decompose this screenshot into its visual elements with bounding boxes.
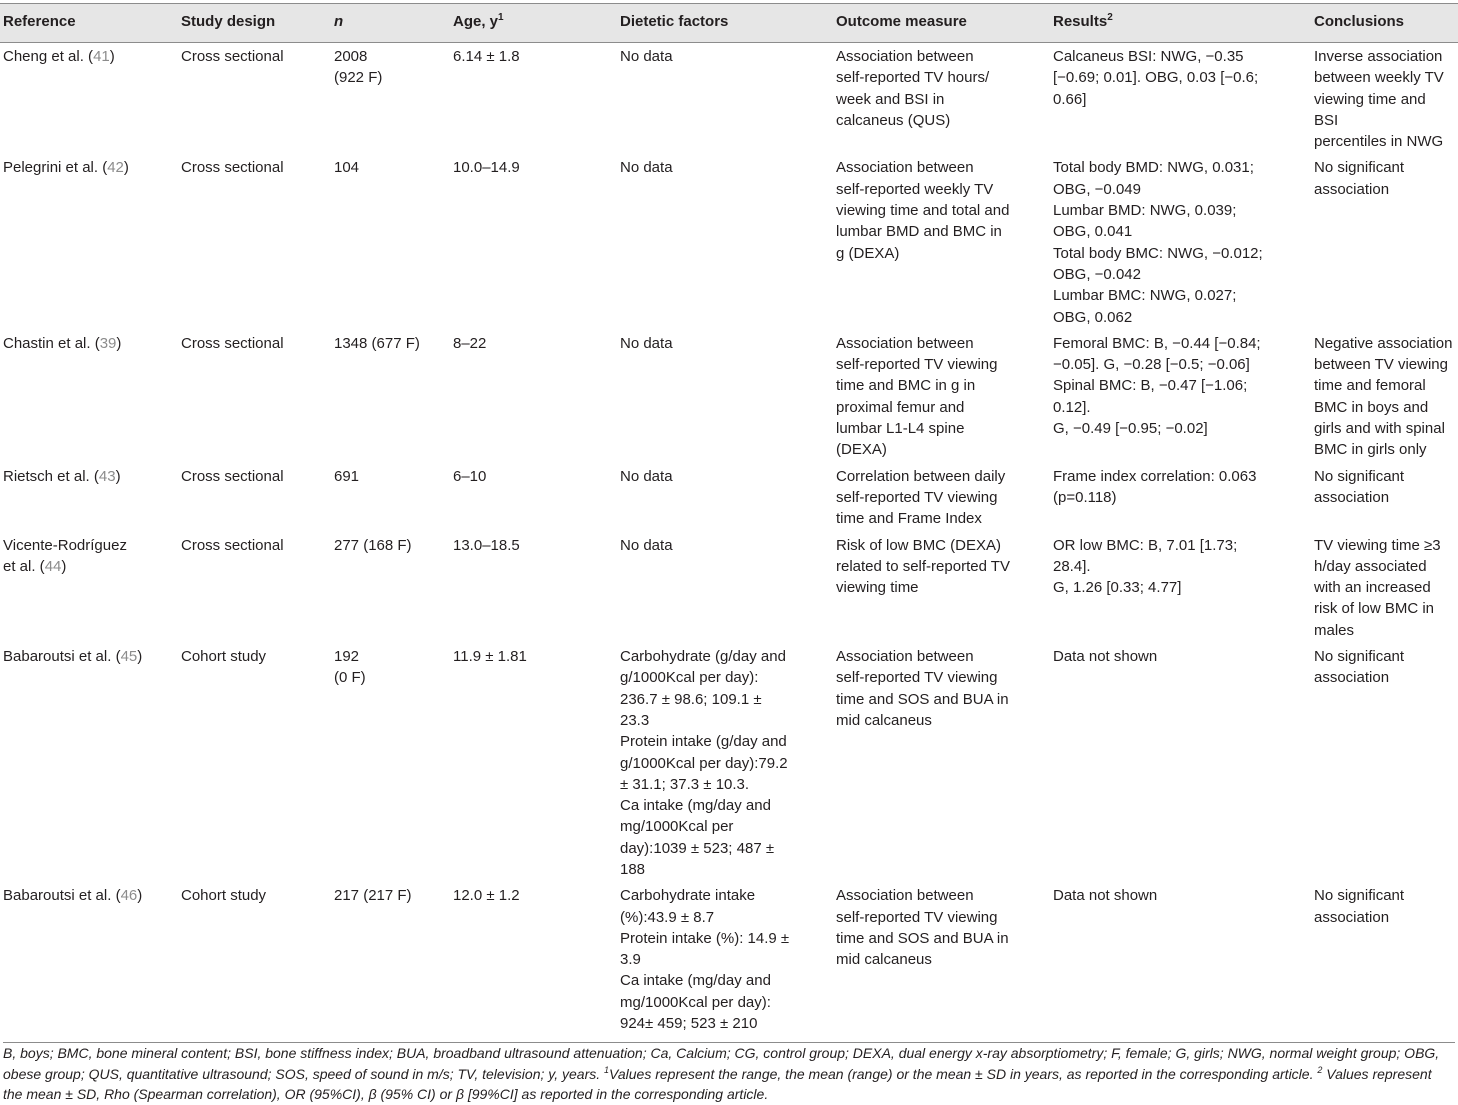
cell-line: G, −0.49 [−0.95; −0.02] — [1053, 420, 1208, 438]
cell-age: 6.14 ± 1.8 — [453, 48, 520, 65]
cell-n — [331, 883, 450, 1037]
cell-line: time and SOS and BUA in — [836, 929, 1009, 947]
cell-line: Association between — [836, 648, 974, 666]
col-header-age: Age, $y^1$ — [450, 4, 617, 43]
citation-link[interactable]: 43 — [98, 467, 116, 485]
cell-line: girls and with spinal — [1314, 420, 1445, 438]
cell-line: Calcaneus BSI: NWG, −0.35 — [1053, 48, 1244, 65]
cell-line: No data — [620, 334, 673, 352]
col-header-results: Results$^2$ — [1050, 4, 1311, 43]
cell-line: (922 F) — [334, 69, 383, 87]
cell-dietetic-factors — [617, 43, 833, 156]
footnote-line-1: B, boys; BMC, bone mineral content; BSI, bone stiffness index; BUA, broadband ultrasound attenuation; Ca, Calcium; CG, control group; DEXA, dual energy x-ray absorptiometry; F, female; G, girls; NWG, normal weight group; OBG, — [3, 1045, 1440, 1061]
table-row — [0, 331, 1458, 464]
cell-line: Association between — [836, 159, 974, 177]
cell-line: Ca intake (mg/day and — [620, 797, 771, 815]
cell-line: [−0.69; 0.01]. OBG, 0.03 [−0.6; — [1053, 69, 1259, 87]
cell-dietetic-factors — [617, 533, 833, 644]
cell-study-design: Cross sectional — [181, 159, 284, 177]
cell-line: 2008 — [334, 48, 368, 65]
cell-line: 691 — [334, 467, 360, 485]
col-header-conclusions: Conclusions — [1311, 4, 1458, 43]
cell-line: 188 — [620, 860, 646, 878]
cell-outcome-measure — [833, 883, 1050, 1037]
cell-conclusions — [1311, 331, 1458, 464]
cell-dietetic-factors — [617, 883, 833, 1037]
cell-line: self-reported TV viewing — [836, 669, 998, 687]
cell-line: Risk of low BMC (DEXA) — [836, 536, 1002, 554]
cell-line: Femoral BMC: B, −0.44 [−0.84; — [1053, 334, 1261, 352]
cell-line: TV viewing time ≥3 — [1314, 536, 1441, 554]
cell-line: mid calcaneus — [836, 951, 932, 969]
cell-age: 8–22 — [453, 334, 487, 352]
cell-line: 277 (168 F) — [334, 536, 412, 554]
cell-line: risk of low BMC in — [1314, 600, 1435, 618]
cell-line: Data not shown — [1053, 648, 1158, 666]
cell-line: (DEXA) — [836, 441, 887, 459]
cell-line: Frame index correlation: 0.063 — [1053, 467, 1257, 485]
cell-line: association — [1314, 488, 1390, 506]
cell-study-design: Cross sectional — [181, 48, 284, 65]
cell-n — [331, 155, 450, 330]
cell-line: mg/1000Kcal per — [620, 818, 734, 836]
cell-line: 104 — [334, 159, 360, 177]
cell-line: OBG, 0.041 — [1053, 223, 1133, 241]
cell-line: No significant — [1314, 648, 1405, 666]
cell-line: between weekly TV — [1314, 69, 1444, 87]
cell-line: 924± 459; 523 ± 210 — [620, 1015, 758, 1033]
col-header-n: n — [331, 4, 450, 43]
cell-line: g/1000Kcal per day): — [620, 669, 759, 687]
cell-line: Carbohydrate intake — [620, 887, 756, 905]
cell-line: between TV viewing — [1314, 356, 1448, 374]
cell-study-design: Cross sectional — [181, 334, 284, 352]
cell-line: mg/1000Kcal per day): — [620, 993, 771, 1011]
cell-line: self-reported TV viewing — [836, 356, 998, 374]
cell-line: proximal femur and — [836, 398, 965, 416]
cell-line: males — [1314, 621, 1355, 639]
col-header-study-design: Study design — [178, 4, 331, 43]
footnote-line-2: obese group; QUS, quantitative ultrasound; SOS, speed of sound in m/s; TV, television; y, years. $^1$Values represent the range, the mean (range) or the mean ± SD in years, as reported in the corresponding article. $^2$ Values represent — [3, 1064, 1432, 1082]
table-row — [0, 43, 1458, 156]
cell-line: OR low BMC: B, 7.01 [1.73; — [1053, 536, 1238, 554]
cell-line: self-reported TV hours/ — [836, 69, 990, 87]
citation-link[interactable]: 42 — [107, 159, 124, 177]
cell-line: percentiles in NWG — [1314, 133, 1444, 151]
cell-line: self-reported TV viewing — [836, 908, 998, 926]
cell-age: 6–10 — [453, 467, 487, 485]
cell-reference: Babaroutsi et al. (46) — [3, 887, 143, 905]
cell-line: No significant — [1314, 159, 1405, 177]
cell-line: viewing time — [836, 579, 919, 597]
cell-line: (0 F) — [334, 669, 366, 687]
cell-results — [1050, 533, 1311, 644]
cell-conclusions — [1311, 464, 1458, 533]
cell-results — [1050, 644, 1311, 883]
cell-line: time and BMC in g in — [836, 377, 976, 395]
cell-line: 192 — [334, 648, 360, 666]
cell-line: 23.3 — [620, 711, 650, 729]
cell-line: No data — [620, 467, 673, 485]
citation-link[interactable]: 41 — [93, 48, 110, 65]
cell-dietetic-factors — [617, 331, 833, 464]
cell-line: No significant — [1314, 887, 1405, 905]
cell-line: −0.05]. G, −0.28 [−0.5; −0.06] — [1053, 356, 1250, 374]
cell-line: Data not shown — [1053, 887, 1158, 905]
cell-n — [331, 533, 450, 644]
cell-line: No data — [620, 536, 673, 554]
cell-outcome-measure — [833, 464, 1050, 533]
cell-study-design: Cross sectional — [181, 467, 284, 485]
cell-line: Lumbar BMC: NWG, 0.027; — [1053, 287, 1237, 305]
table-row — [0, 883, 1458, 1037]
citation-link[interactable]: 46 — [120, 887, 138, 905]
cell-n — [331, 464, 450, 533]
col-header-dietetic: Dietetic factors — [617, 4, 833, 43]
cell-reference: Vicente-Rodríguez et al. (44) — [3, 536, 127, 575]
cell-outcome-measure — [833, 533, 1050, 644]
cell-line: OBG, −0.049 — [1053, 180, 1141, 198]
cell-dietetic-factors — [617, 644, 833, 883]
cell-line: ± 31.1; 37.3 ± 10.3. — [620, 775, 750, 793]
col-header-reference: Reference — [0, 4, 178, 43]
cell-line: Total body BMD: NWG, 0.031; — [1053, 159, 1254, 177]
cell-line: association — [1314, 180, 1390, 198]
cell-line: (%):43.9 ± 8.7 — [620, 908, 715, 926]
cell-line: related to self-reported TV — [836, 557, 1010, 575]
cell-age: 12.0 ± 1.2 — [453, 887, 520, 905]
cell-line: No significant — [1314, 467, 1405, 485]
col-header-outcome: Outcome measure — [833, 4, 1050, 43]
cell-reference: Babaroutsi et al. (45) — [3, 648, 143, 666]
cell-line: 0.12]. — [1053, 398, 1091, 416]
cell-line: Association between — [836, 887, 974, 905]
cell-line: (p=0.118) — [1053, 488, 1117, 506]
citation-link[interactable]: 44 — [44, 557, 62, 575]
cell-line: Protein intake (g/day and — [620, 733, 787, 751]
cell-line: g (DEXA) — [836, 244, 900, 262]
cell-reference: Cheng et al. (41) — [3, 48, 115, 65]
cell-line: Total body BMC: NWG, −0.012; — [1053, 244, 1263, 262]
cell-line: lumbar BMD and BMC in — [836, 223, 1002, 241]
cell-conclusions — [1311, 533, 1458, 644]
cell-line: Association between — [836, 334, 974, 352]
table-row — [0, 644, 1458, 883]
cell-study-design: Cohort study — [181, 887, 267, 905]
cell-outcome-measure — [833, 331, 1050, 464]
cell-line: association — [1314, 669, 1390, 687]
cell-line: OBG, −0.042 — [1053, 265, 1141, 283]
cell-line: Negative association — [1314, 334, 1453, 352]
cell-line: Carbohydrate (g/day and — [620, 648, 786, 666]
footnote-line-3: the mean ± SD, Rho (Spearman correlation), OR (95%CI), β (95% CI) or β [99%CI] as reported in the corresponding article. — [3, 1086, 769, 1102]
cell-line: 0.66] — [1053, 90, 1087, 108]
cell-line: time and femoral — [1314, 377, 1426, 395]
data-table — [0, 3, 1458, 1037]
cell-line: viewing time and BSI — [1314, 90, 1426, 129]
cell-line: 28.4]. — [1053, 557, 1091, 575]
cell-line: BMC in girls only — [1314, 441, 1427, 459]
cell-age: 10.0–14.9 — [453, 159, 520, 177]
cell-study-design: Cross sectional — [181, 536, 284, 554]
cell-reference: Pelegrini et al. (42) — [3, 159, 129, 177]
cell-line: G, 1.26 [0.33; 4.77] — [1053, 579, 1182, 597]
cell-line: self-reported TV viewing — [836, 488, 998, 506]
cell-line: self-reported weekly TV — [836, 180, 994, 198]
cell-reference: Chastin et al. (39) — [3, 334, 122, 352]
cell-line: calcaneus (QUS) — [836, 111, 951, 129]
cell-line: Protein intake (%): 14.9 ± — [620, 929, 790, 947]
cell-reference: Rietsch et al. (43) — [3, 467, 121, 485]
cell-line: association — [1314, 908, 1390, 926]
cell-line: 217 (217 F) — [334, 887, 412, 905]
cell-line: 236.7 ± 98.6; 109.1 ± — [620, 690, 762, 708]
cell-line: week and BSI in — [836, 90, 945, 108]
citation-link[interactable]: 39 — [99, 334, 117, 352]
cell-conclusions — [1311, 883, 1458, 1037]
cell-line: lumbar L1-L4 spine — [836, 420, 965, 438]
cell-line: BMC in boys and — [1314, 398, 1429, 416]
cell-n — [331, 331, 450, 464]
cell-study-design: Cohort study — [181, 648, 267, 666]
cell-line: No data — [620, 48, 673, 65]
cell-line: Association between — [836, 48, 974, 65]
cell-outcome-measure — [833, 644, 1050, 883]
cell-results — [1050, 43, 1311, 156]
table-row — [0, 533, 1458, 644]
cell-line: Spinal BMC: B, −0.47 [−1.06; — [1053, 377, 1248, 395]
cell-results — [1050, 331, 1311, 464]
cell-line: Lumbar BMD: NWG, 0.039; — [1053, 202, 1237, 220]
cell-outcome-measure — [833, 43, 1050, 156]
cell-line: time and Frame Index — [836, 510, 982, 528]
cell-line: viewing time and total and — [836, 202, 1010, 220]
cell-line: Inverse association — [1314, 48, 1443, 65]
cell-line: Correlation between daily — [836, 467, 1006, 485]
cell-results — [1050, 464, 1311, 533]
cell-age: 13.0–18.5 — [453, 536, 520, 554]
cell-line: with an increased — [1314, 579, 1431, 597]
cell-dietetic-factors — [617, 464, 833, 533]
cell-n — [331, 644, 450, 883]
cell-line: h/day associated — [1314, 557, 1427, 575]
cell-line: time and SOS and BUA in — [836, 690, 1009, 708]
cell-conclusions — [1311, 43, 1458, 156]
cell-line: OBG, 0.062 — [1053, 308, 1133, 326]
cell-n — [331, 43, 450, 156]
cell-line: mid calcaneus — [836, 711, 932, 729]
table-row — [0, 464, 1458, 533]
cell-line: No data — [620, 159, 673, 177]
table-footnote — [3, 1042, 1455, 1105]
cell-outcome-measure — [833, 155, 1050, 330]
cell-line: 1348 (677 F) — [334, 334, 420, 352]
citation-link[interactable]: 45 — [120, 648, 138, 666]
cell-line: Ca intake (mg/day and — [620, 972, 771, 990]
cell-line: g/1000Kcal per day):79.2 — [620, 754, 788, 772]
cell-age: 11.9 ± 1.81 — [453, 648, 527, 666]
table-row — [0, 155, 1458, 330]
cell-line: day):1039 ± 523; 487 ± — [620, 839, 775, 857]
cell-conclusions — [1311, 155, 1458, 330]
cell-results — [1050, 883, 1311, 1037]
header-row — [0, 4, 1458, 43]
cell-dietetic-factors — [617, 155, 833, 330]
cell-conclusions — [1311, 644, 1458, 883]
cell-line: 3.9 — [620, 951, 641, 969]
cell-results — [1050, 155, 1311, 330]
